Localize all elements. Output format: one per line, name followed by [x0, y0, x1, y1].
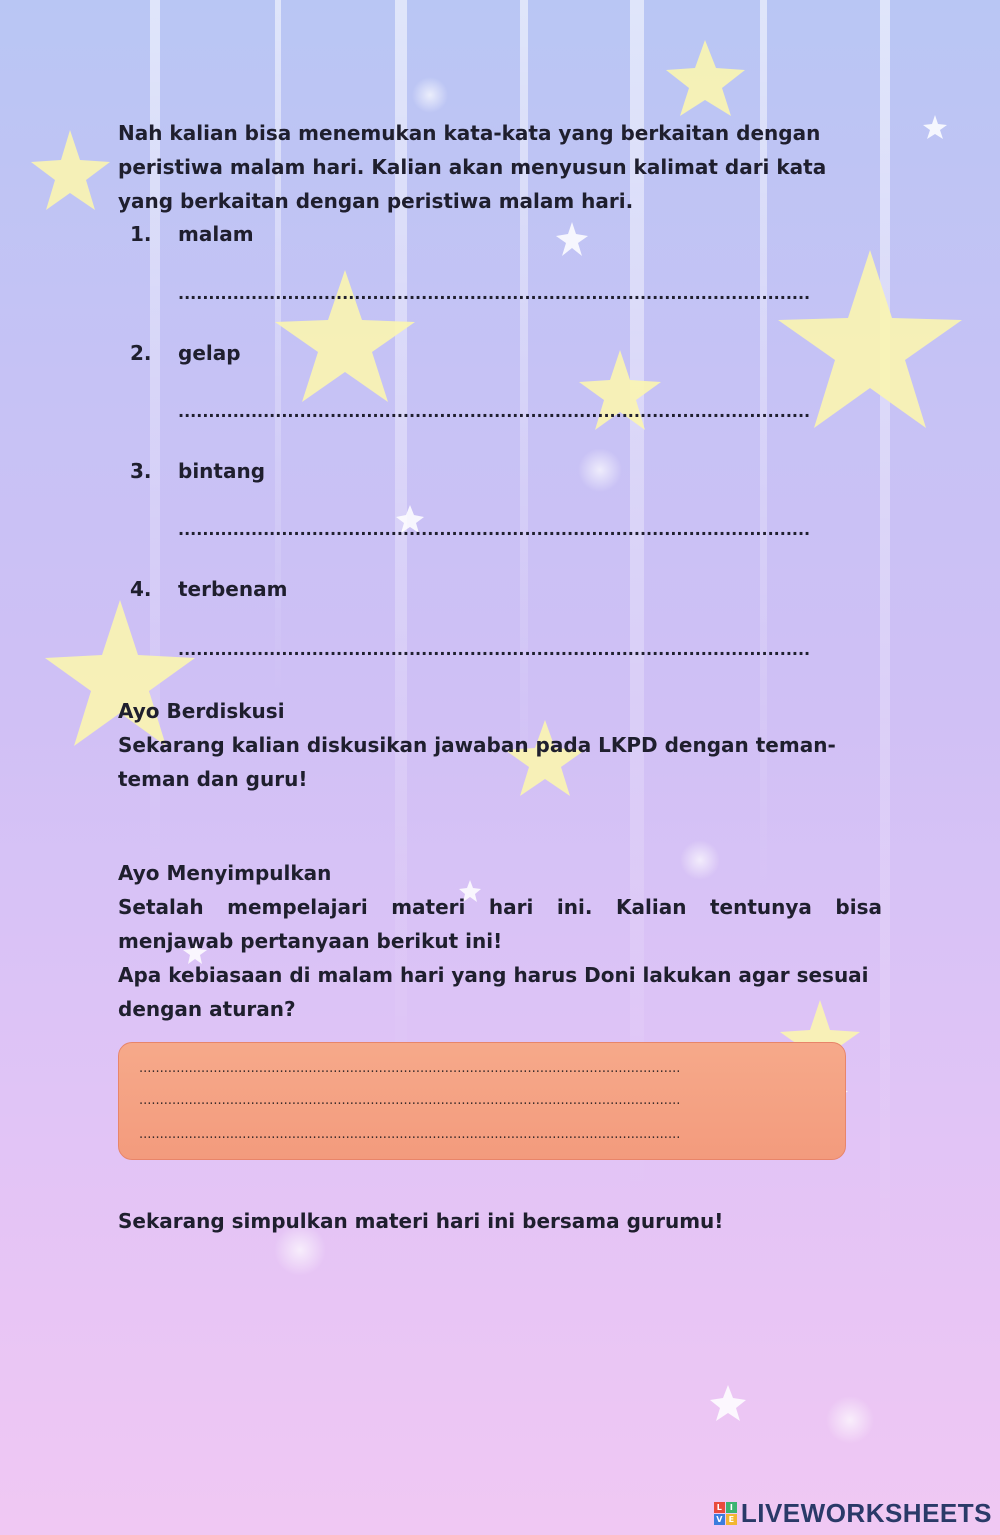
- item-word-bintang: bintang: [178, 459, 266, 483]
- menyimpulkan-question: Apa kebiasaan di malam hari yang harus Doni lakukan agar sesuai dengan aturan?: [118, 963, 869, 1021]
- logo-grid-icon: [714, 1502, 737, 1525]
- answer-line-1[interactable]: ........................................................................................................: [178, 284, 811, 303]
- liveworksheets-logo[interactable]: [714, 1498, 992, 1529]
- item-number: 4.: [130, 577, 152, 601]
- answer-box[interactable]: [118, 1042, 846, 1160]
- logo-letter: L: [714, 1502, 725, 1513]
- item-number: 2.: [130, 341, 152, 365]
- logo-text: LIVEWORKSHEETS: [740, 1498, 992, 1528]
- diskusi-text: Sekarang kalian diskusikan jawaban pada LKPD dengan teman-teman dan guru!: [118, 733, 836, 791]
- logo-letter: E: [726, 1514, 737, 1525]
- menyimpulkan-text: Setalah mempelajari materi hari ini. Kalian tentunya bisa menjawab pertanyaan berikut ini!: [118, 895, 882, 953]
- answer-line-4[interactable]: ........................................................................................................: [178, 640, 811, 659]
- answer-box-line[interactable]: ...................................................................................................................................: [139, 1093, 681, 1108]
- logo-letter: I: [726, 1502, 737, 1513]
- menyimpulkan-heading: Ayo Menyimpulkan: [118, 861, 332, 885]
- answer-box-line[interactable]: ...................................................................................................................................: [139, 1127, 681, 1142]
- answer-line-2[interactable]: ........................................................................................................: [178, 402, 811, 421]
- item-number: 3.: [130, 459, 152, 483]
- closing-text: Sekarang simpulkan materi hari ini bersama gurumu!: [118, 1209, 724, 1233]
- intro-paragraph: Nah kalian bisa menemukan kata-kata yang berkaitan dengan peristiwa malam hari. Kalian akan menyusun kalimat dari kata yang berkaitan dengan peristiwa malam hari.: [118, 121, 827, 213]
- logo-letter: V: [714, 1514, 725, 1525]
- answer-line-3[interactable]: ........................................................................................................: [178, 520, 811, 539]
- item-number: 1.: [130, 222, 152, 246]
- answer-box-line[interactable]: ...................................................................................................................................: [139, 1061, 681, 1076]
- item-word-gelap: gelap: [178, 341, 241, 365]
- item-word-malam: malam: [178, 222, 254, 246]
- diskusi-heading: Ayo Berdiskusi: [118, 699, 285, 723]
- item-word-terbenam: terbenam: [178, 577, 288, 601]
